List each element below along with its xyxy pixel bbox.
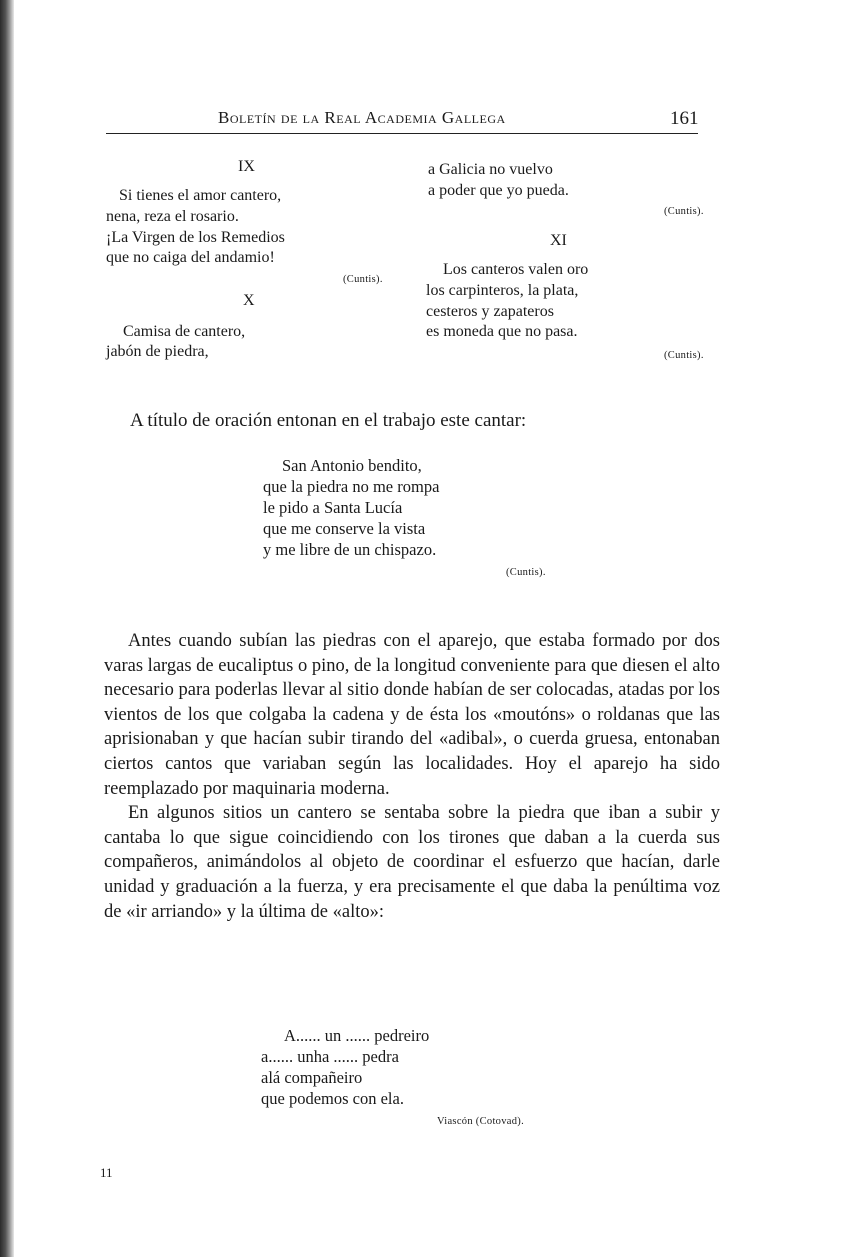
poem-line: a poder que yo pueda. bbox=[428, 181, 569, 199]
poem-ix bbox=[119, 186, 281, 207]
poem-number-x: X bbox=[243, 292, 255, 309]
paragraph-cantero: En algunos sitios un cantero se sentaba sobre la piedra que iban a subir y cantaba lo que sigue coincidiendo con los tirones que daban a la cuerda sus compañeros, animándolos al objeto de coordinar el esfuerzo que hacían, darle unidad y graduación a la fuerza, y era precisamente el que daba la penúltima voz de «ir arriando» y la última de «alto»: bbox=[104, 803, 720, 922]
poem-line: Si tienes el amor cantero, bbox=[119, 187, 282, 204]
poem-line: ¡La Virgen de los Remedios bbox=[106, 228, 285, 246]
poem-line: a Galicia no vuelvo bbox=[428, 161, 553, 178]
song-rest bbox=[261, 1046, 404, 1109]
poem-line: nena, reza el rosario. bbox=[106, 208, 239, 225]
poem-line: que no caiga del andamio! bbox=[106, 249, 275, 266]
source-cuntis-x: (Cuntis). bbox=[664, 206, 704, 217]
body-prose bbox=[104, 629, 720, 924]
source-viascon: Viascón (Cotovad). bbox=[437, 1116, 525, 1127]
prayer-line1: San Antonio bendito, bbox=[282, 456, 422, 475]
source-cuntis-ix: (Cuntis). bbox=[343, 274, 383, 285]
poem-line: y me libre de un chispazo. bbox=[263, 540, 437, 559]
poem-line: que la piedra no me rompa bbox=[263, 477, 440, 496]
poem-number-xi: XI bbox=[550, 232, 567, 249]
poem-line: alá compañeiro bbox=[261, 1068, 363, 1087]
poem-line: le pido a Santa Lucía bbox=[263, 498, 403, 517]
poem-line: a...... unha ...... pedra bbox=[261, 1047, 399, 1066]
poem-xi-line1: Los canteros valen oro bbox=[443, 261, 589, 278]
poem-line: los carpinteros, la plata, bbox=[426, 282, 579, 299]
poem-line: es moneda que no pasa. bbox=[426, 323, 578, 340]
prayer-rest bbox=[263, 476, 439, 560]
paragraph-aparejo: Antes cuando subían las piedras con el aparejo, que estaba formado por dos varas largas de eucaliptus o pino, de la longitud conveniente para que diesen el alto necesario para poderlas llevar al sitio donde habían de ser colocadas, atadas por los vientos de los que colgaba la cadena y de ésta los «moutóns» o roldanas que las aprisionaban y que hacían subir tirando del «adibal», o cuerda gruesa, entonaban ciertos cantos que variaban según las localidades. Hoy el aparejo ha sido reemplazado por maquinaria moderna. bbox=[104, 631, 720, 799]
source-cuntis-prayer: (Cuntis). bbox=[506, 567, 546, 578]
page-number: 161 bbox=[670, 108, 699, 129]
running-header: Boletín de la Real Academia Gallega bbox=[218, 108, 506, 127]
poem-x-line1: Camisa de cantero, bbox=[123, 323, 246, 340]
page-edge-shadow bbox=[0, 0, 14, 1257]
source-cuntis-xi: (Cuntis). bbox=[664, 350, 704, 361]
intro-text: A título de oración entonan en el trabajo este cantar: bbox=[130, 410, 527, 431]
poem-line: que podemos con ela. bbox=[261, 1089, 404, 1108]
song-line1: A...... un ...... pedreiro bbox=[284, 1026, 430, 1045]
poem-number-ix: IX bbox=[238, 158, 255, 175]
header-rule bbox=[106, 133, 698, 134]
poem-xi-rest bbox=[426, 281, 578, 343]
poem-x-line2: jabón de piedra, bbox=[106, 343, 209, 360]
poem-ix-rest bbox=[106, 207, 285, 269]
poem-line: que me conserve la vista bbox=[263, 519, 426, 538]
poem-x-continued bbox=[428, 160, 569, 201]
poem-line: cesteros y zapateros bbox=[426, 302, 554, 320]
printer-signature: 11 bbox=[100, 1165, 113, 1180]
